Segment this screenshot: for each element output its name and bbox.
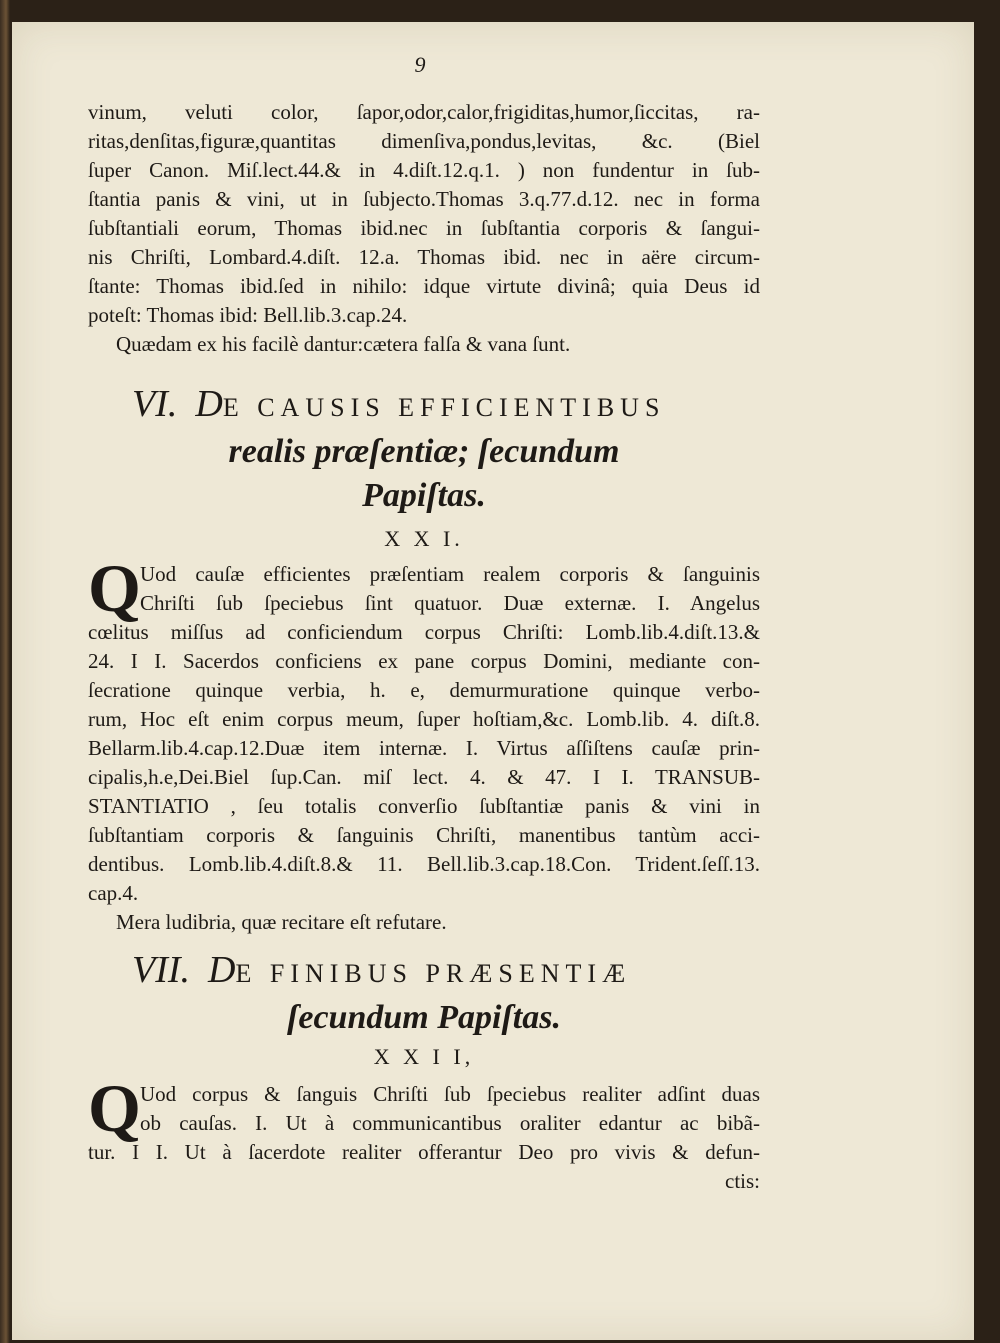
text-line: cœlitus miſſus ad conficiendum corpus Chriſti: Lomb.lib.4.diſt.13.& — [88, 620, 760, 644]
text-line: tur. I I. Ut à ſacerdote realiter offerantur Deo pro vivis & defun- — [88, 1140, 760, 1164]
paragraph-close: Quædam ex his facilè dantur:cætera falſa & vana ſunt. — [116, 332, 571, 356]
paragraph-close: Mera ludibria, quæ recitare eſt refutare. — [116, 910, 447, 934]
text-line: cipalis,h.e,Dei.Biel ſup.Can. miſ lect. 4. & 47. I I. TRANSUB- — [88, 765, 760, 789]
text-line: ſuper Canon. Miſ.lect.44.& in 4.diſt.12.q.1. ) non fundentur in ſub- — [88, 158, 760, 182]
text-line: ſubſtantiali eorum, Thomas ibid.nec in ſubſtantia corporis & ſangui- — [88, 216, 760, 240]
catchword: ctis: — [725, 1169, 760, 1193]
section-6-body — [88, 550, 760, 937]
text-line: ritas,denſitas,figuræ,quantitas dimenſiva,pondus,levitas, &c. (Biel — [88, 129, 760, 153]
paragraph-top — [88, 98, 760, 359]
text-line: ſecratione quinque verbia, h. e, demurmuratione quinque verbo- — [88, 678, 760, 702]
text-line: ſubſtantiam corporis & ſanguinis Chriſti, manentibus tantùm acci- — [88, 823, 760, 847]
section-7-subtitle: ſecundum Papiſtas. — [287, 999, 561, 1036]
text-line: dentibus. Lomb.lib.4.diſt.8.& 11. Bell.lib.3.cap.18.Con. Trident.ſeſſ.13. — [88, 852, 760, 876]
text-line: STANTIATIO , ſeu totalis converſio ſubſtantiæ panis & vini in — [88, 794, 760, 818]
text-line: 24. I I. Sacerdos conficiens ex pane corpus Domini, mediante con- — [88, 649, 760, 673]
page-number: 9 — [414, 52, 426, 77]
text-line: Bellarm.lib.4.cap.12.Duæ item internæ. I. Virtus aſſiſtens cauſæ prin- — [88, 736, 760, 760]
section-7-body — [88, 1070, 760, 1196]
text-line: vinum, veluti color, ſapor,odor,calor,frigiditas,humor,ſiccitas, ra- — [88, 100, 760, 124]
text-line: ſtante: Thomas ibid.ſed in nihilo: idque virtute divinâ; quia Deus id — [88, 274, 760, 298]
text-line: ob cauſas. I. Ut à communicantibus oraliter edantur ac bibã- — [140, 1111, 760, 1135]
section-6-number: X X I. — [384, 526, 464, 551]
text-line: cap.4. — [88, 881, 139, 905]
section-6-subtitle-1: realis præſentiæ; ſecundum — [228, 433, 620, 470]
section-7-numeral: VII. — [132, 949, 191, 991]
text-line: ſtantia panis & vini, ut in ſubjecto.Thomas 3.q.77.d.12. nec in forma — [88, 187, 760, 211]
drop-cap: Q — [88, 1070, 141, 1146]
section-7-heading — [88, 948, 760, 1040]
text-line: Chriſti ſub ſpeciebus ſint quatuor. Duæ externæ. I. Angelus — [140, 591, 760, 615]
section-6-numeral: VI. — [132, 383, 178, 425]
text-line: Uod corpus & ſanguis Chriſti ſub ſpeciebus realiter adſint duas — [140, 1082, 760, 1106]
section-7-number: X X I I, — [373, 1044, 475, 1069]
section-6-heading — [88, 382, 760, 518]
section-6-title: VI. DE CAUSIS EFFICIENTIBUS — [132, 383, 666, 425]
text-line: Uod cauſæ efficientes præſentiam realem corporis & ſanguinis — [140, 562, 760, 586]
text-line: nis Chriſti, Lombard.4.diſt. 12.a. Thomas ibid. nec in aëre circum- — [88, 245, 760, 269]
drop-cap: Q — [88, 550, 141, 626]
text-line: rum, Hoc eſt enim corpus meum, ſuper hoſtiam,&c. Lomb.lib. 4. diſt.8. — [88, 707, 760, 731]
section-7-title: VII. DE FINIBUS PRÆSENTIÆ — [132, 949, 632, 991]
text-line: poteſt: Thomas ibid: Bell.lib.3.cap.24. — [88, 303, 408, 327]
section-6-subtitle-2: Papiſtas. — [362, 477, 486, 514]
